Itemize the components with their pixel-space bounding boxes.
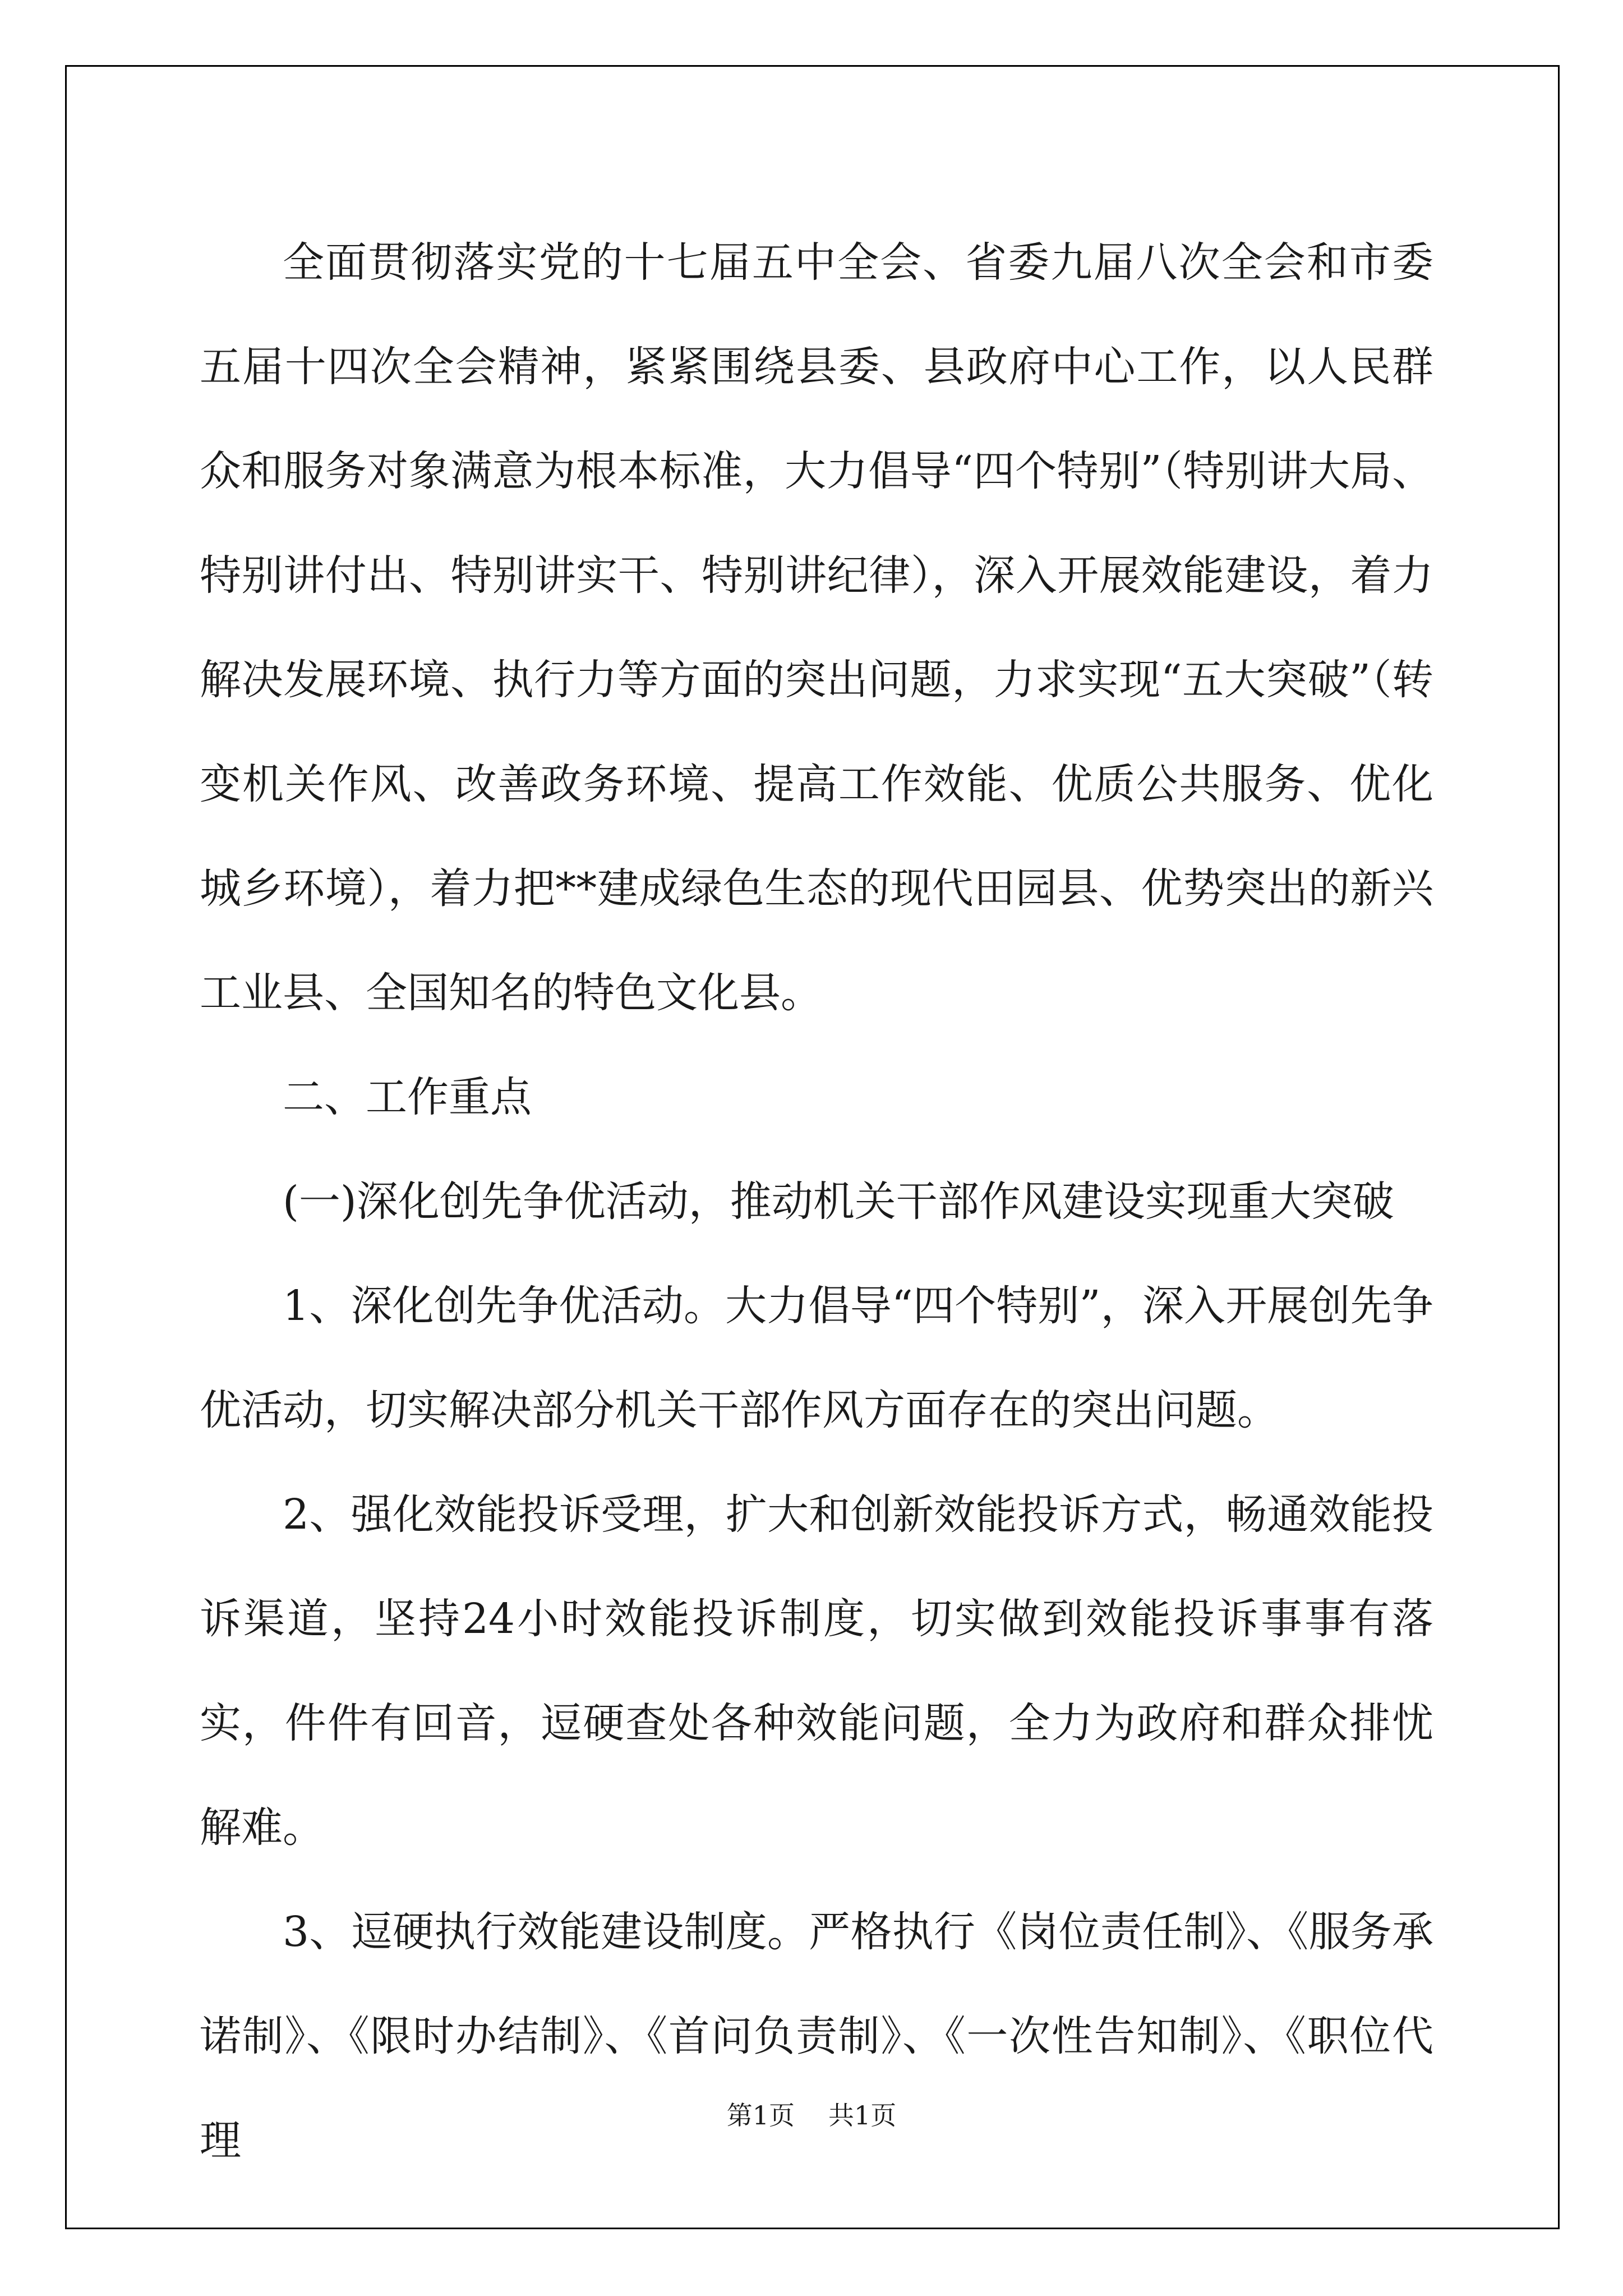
paragraph-item-2: 2、强化效能投诉受理，扩大和创新效能投诉方式，畅通效能投诉渠道，坚持24小时效能投诉制度，切实做到效能投诉事事有落实，件件有回音，逗硬查处各种效能问题，全力为政府和群众排忧解难。 <box>200 1490 1433 1852</box>
page-footer <box>0 2095 1623 2132</box>
paragraph-intro: 全面贯彻落实党的十七届五中全会、省委九届八次全会和市委五届十四次全会精神，紧紧围绕县委、县政府中心工作，以人民群众和服务对象满意为根本标准，大力倡导“四个特别”（特别讲大局、特别讲付出、特别讲实干、特别讲纪律），深入开展效能建设，着力解决发展环境、执行力等方面的突出问题，力求实现“五大突破”（转变机关作风、改善政务环境、提高工作效能、优质公共服务、优化城乡环境），着力把**建成绿色生态的现代田园县、优势突出的新兴工业县、全国知名的特色文化县。 <box>200 238 1433 1017</box>
document-body <box>200 210 1433 2193</box>
page-total: 共1页 <box>828 2100 897 2131</box>
section-heading: 二、工作重点 <box>283 1073 532 1121</box>
paragraph-item-1: 1、深化创先争优活动。大力倡导“四个特别”，深入开展创先争优活动，切实解决部分机关干部作风方面存在的突出问题。 <box>200 1282 1433 1434</box>
page-number: 第1页 <box>726 2100 795 2131</box>
paragraph-item-3: 3、逗硬执行效能建设制度。严格执行《岗位责任制》、《服务承诺制》、《限时办结制》、《首问负责制》、《一次性告知制》、《职位代理 <box>200 1908 1433 2165</box>
subsection-heading: (一)深化创先争优活动，推动机关干部作风建设实现重大突破 <box>283 1177 1394 1226</box>
